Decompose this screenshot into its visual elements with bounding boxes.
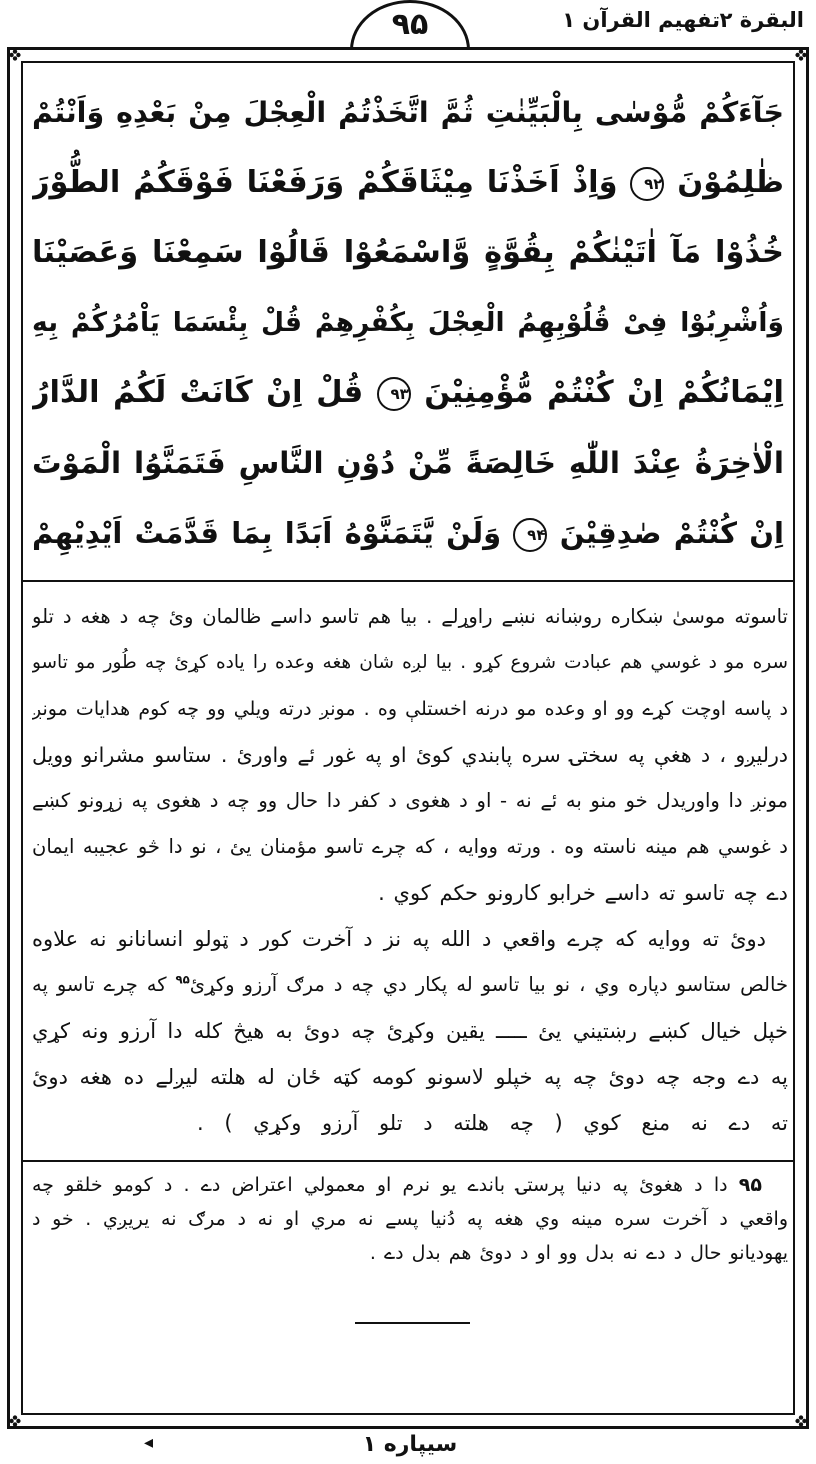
verse-line: الْاٰخِرَةُ عِنْدَ اللّٰهِ خَالِصَةً مِّنْ دُوْنِ النَّاسِ فَتَمَنَّوُا الْمَوْتَ bbox=[32, 446, 784, 480]
verse-line: جَآءَکُمْ مُّوْسٰی بِالْبَیِّنٰتِ ثُمَّ اتَّخَذْتُمُ الْعِجْلَ مِنْ بَعْدِهِ وَاَنْتُمْ bbox=[32, 96, 784, 129]
translation-line: دے چه تاسو ته داسے خرابو کارونو حکم کوي . bbox=[378, 881, 788, 905]
footnote-text: دا د هغوئ په دنیا پرستۍ باندے یو نرم او معمولي اعتراض دے . د کومو خلقو چه bbox=[32, 1174, 728, 1196]
quran-verses bbox=[32, 78, 784, 568]
footer-para-label: سیپاره ۱ bbox=[362, 1432, 458, 1457]
footer-marker-icon: ◂ bbox=[144, 1432, 154, 1453]
corner-ornament-icon bbox=[795, 1415, 807, 1427]
translation-line: تاسوته موسیٰ ښکاره روښانه نښے راوړلے . بیا هم تاسو داسے ظالمان وئ چه د هغه د تلو bbox=[32, 605, 788, 628]
verse-line: خُذُوْا مَآ اٰتَیْنٰکُمْ بِقُوَّةٍ وَّاسْمَعُوْا قَالُوْا سَمِعْنَا وَعَصَیْنَا bbox=[32, 235, 784, 270]
translation-line: دوئ ته ووایه که چرے واقعي د الله په نز د آخرت کور د ټولو انسانانو نه علاوه bbox=[32, 927, 766, 951]
translation-line: سره مو د غوسي هم عبادت شروع کړو . بیا لږه شان هغه وعده را یاده کړئ چه طُور مو تاسو bbox=[32, 652, 788, 673]
translation-text-segment: که چرے تاسو په bbox=[32, 973, 167, 996]
translation-line: په دے وجه چه دوئ چه په خپلو لاسونو کومه کټه ځان له هلته لیږلے ده هغه دوئ bbox=[32, 1065, 788, 1089]
translation-line bbox=[32, 962, 788, 1008]
verse-line bbox=[32, 148, 784, 218]
section-divider bbox=[23, 580, 793, 582]
end-rule bbox=[355, 1322, 470, 1324]
verse-text: وَاِذْ اَخَذْنَا مِیْثَاقَکُمْ وَرَفَعْنَا فَوْقَکُمُ الطُّوْرَ bbox=[32, 165, 618, 200]
footnote-divider bbox=[23, 1160, 793, 1162]
translation-line: د پاسه اوچت کړے وو او وعده مو درنه اخستلې وه . مونږ درته ویلي وو چه کوم هدایات مونږ bbox=[32, 698, 788, 720]
verse-line: وَاُشْرِبُوْا فِیْ قُلُوْبِهِمُ الْعِجْلَ بِکُفْرِهِمْ قُلْ بِئْسَمَا یَاْمُرُکُمْ بِهِ bbox=[32, 307, 784, 338]
verse-text: وَلَنْ یَّتَمَنَّوْهُ اَبَدًا بِمَا قَدَّمَتْ اَیْدِیْهِمْ bbox=[32, 516, 502, 550]
translation-line: مونږ دا واوریدل خو منو به ئے نه - او د هغوی د کفر دا حال وو چه د هغوی په زړونو کښے bbox=[32, 789, 788, 812]
footnote-number: ۹۵ bbox=[738, 1174, 762, 1196]
surah-name: البقرة ۲ bbox=[719, 8, 804, 32]
corner-ornament-icon bbox=[9, 49, 21, 61]
translation-line: خپل خیال کښے رښتیني یئ ـــــ یقین وکړئ چه دوئ به هیڅ کله دا آرزو ونه کړي bbox=[32, 1019, 788, 1043]
verse-text: اِیْمَانُکُمْ اِنْ کُنْتُمْ مُّؤْمِنِیْنَ bbox=[424, 375, 784, 410]
verse-text: قُلْ اِنْ کَانَتْ لَکُمُ الدَّارُ bbox=[32, 375, 364, 410]
translation-line: ته دے نه منع کوي ( چه هلته د تلو آرزو وکړي ) . bbox=[196, 1111, 788, 1135]
ayah-marker: ۹۴ bbox=[513, 518, 547, 552]
footnote-line bbox=[32, 1168, 788, 1202]
verse-line bbox=[32, 358, 784, 428]
footnote-reference: ۹۵ bbox=[175, 972, 190, 987]
page-number: ۹۵ bbox=[391, 7, 429, 42]
corner-ornament-icon bbox=[9, 1415, 21, 1427]
verse-line bbox=[32, 498, 784, 568]
ayah-marker: ۹۳ bbox=[377, 377, 411, 411]
corner-ornament-icon bbox=[795, 49, 807, 61]
verse-text: اِنْ کُنْتُمْ صٰدِقِیْنَ bbox=[559, 516, 784, 550]
ayah-marker: ۹۲ bbox=[630, 167, 664, 201]
translation-text-segment: خالص ستاسو دپاره وي ، نو بیا تاسو له پکار دي چه د مرګ آرزو وکړئ bbox=[189, 973, 788, 996]
book-title: تفهیم القرآن ۱ bbox=[562, 8, 720, 32]
footnote-line: واقعي د آخرت سره مینه وي هغه په دُنیا پسے نه مري او نه د مرګ نه یریږي . خو د bbox=[32, 1208, 788, 1230]
translation-line: درلیږو ، د هغې په سختۍ سره پابندي کوئ او په غور ئے واورئ . ستاسو مشرانو وویل bbox=[32, 743, 788, 767]
translation-line: د غوسي هم مینه ناسته وه . ورته ووایه ، که چرے تاسو مؤمنان یئ ، نو دا څو عجیبه ایمان bbox=[32, 835, 788, 858]
translation-text bbox=[32, 594, 788, 1146]
verse-text: ظٰلِمُوْنَ bbox=[677, 165, 784, 200]
footnote bbox=[32, 1168, 788, 1270]
footnote-line: یهودیانو حال د دے نه بدل وو او د دوئ هم بدل دے . bbox=[369, 1242, 788, 1264]
